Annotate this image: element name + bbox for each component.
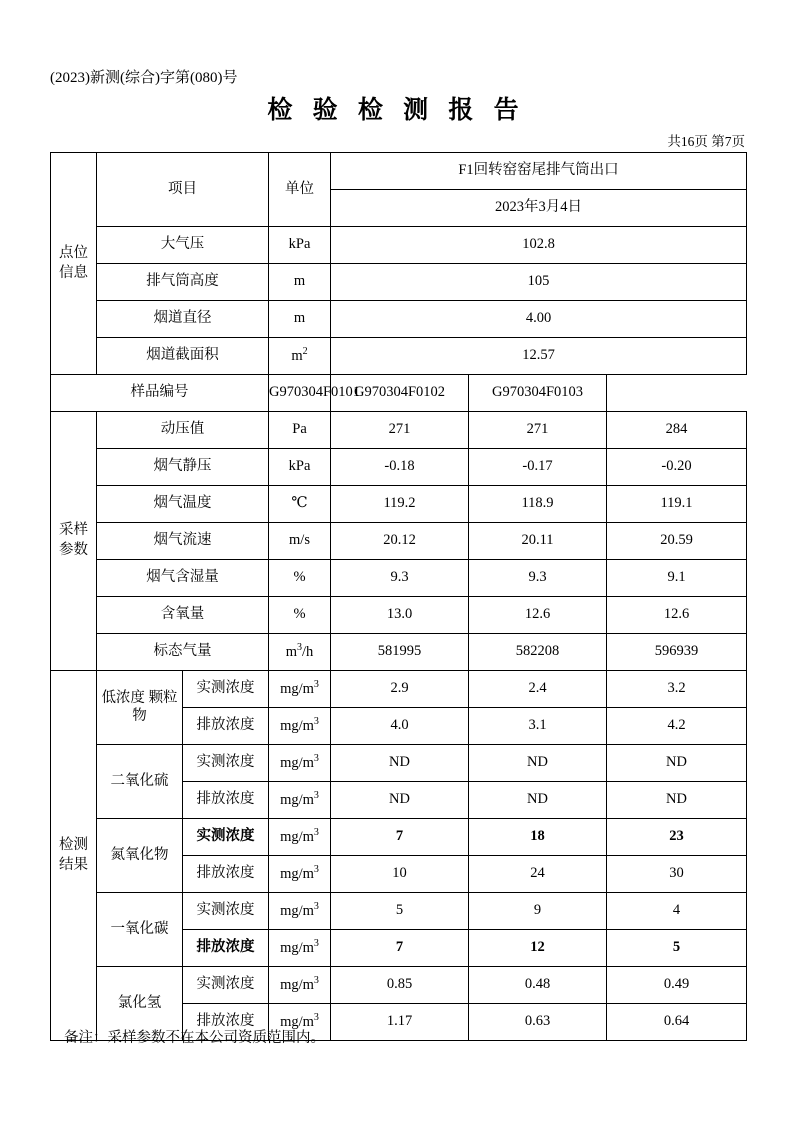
pollutant-name-line: 颗粒物 xyxy=(132,690,178,724)
row-value: 1.17 xyxy=(331,1004,469,1041)
row-label: 动压值 xyxy=(97,412,269,449)
row-unit xyxy=(269,671,331,708)
column-header-date: 2023年3月4日 xyxy=(331,190,747,227)
table-row xyxy=(51,338,747,375)
row-value: 10 xyxy=(331,856,469,893)
row-value: -0.18 xyxy=(331,449,469,486)
row-value: 12.6 xyxy=(607,597,747,634)
table-row xyxy=(51,634,747,671)
row-unit xyxy=(269,893,331,930)
row-value: 2.9 xyxy=(331,671,469,708)
unit-base: m xyxy=(291,348,303,365)
row-value: 118.9 xyxy=(469,486,607,523)
table-row xyxy=(51,597,747,634)
unit-superscript: 3 xyxy=(313,716,319,728)
row-value: 12.57 xyxy=(331,338,747,375)
measure-type: 实测浓度 xyxy=(183,893,269,930)
row-value: 102.8 xyxy=(331,227,747,264)
row-unit xyxy=(269,856,331,893)
pollutant-name: 氮氧化物 xyxy=(97,819,183,893)
pollutant-name: 一氧化碳 xyxy=(97,893,183,967)
row-value: 13.0 xyxy=(331,597,469,634)
row-unit xyxy=(269,708,331,745)
pollutant-name: 二氧化硫 xyxy=(97,745,183,819)
unit-base: mg/m xyxy=(280,866,314,883)
row-unit xyxy=(269,782,331,819)
table-row xyxy=(51,967,747,1004)
table-row-header-1 xyxy=(51,153,747,190)
row-value: 271 xyxy=(331,412,469,449)
unit-superscript: 3 xyxy=(313,975,319,987)
row-value: 0.49 xyxy=(607,967,747,1004)
measure-type: 排放浓度 xyxy=(183,708,269,745)
row-value: 12 xyxy=(469,930,607,967)
row-label: 烟气温度 xyxy=(97,486,269,523)
table-row xyxy=(51,893,747,930)
page-number-info: 共16页 第7页 xyxy=(667,134,745,149)
row-value: 18 xyxy=(469,819,607,856)
row-value: 0.85 xyxy=(331,967,469,1004)
table-row xyxy=(51,560,747,597)
sample-no-1: G970304F0101 xyxy=(269,375,331,412)
measure-type: 排放浓度 xyxy=(183,856,269,893)
unit-superscript: 3 xyxy=(313,938,319,950)
section-label-results xyxy=(51,671,97,1041)
unit-base: mg/m xyxy=(280,1014,314,1031)
row-value: 4.00 xyxy=(331,301,747,338)
table-row xyxy=(51,819,747,856)
row-unit xyxy=(269,819,331,856)
section-label-line: 采样 xyxy=(59,522,88,539)
row-unit xyxy=(269,745,331,782)
row-value: 105 xyxy=(331,264,747,301)
unit-superscript: 3 xyxy=(313,1012,319,1024)
section-label-line: 检测 xyxy=(59,836,88,853)
measure-type: 实测浓度 xyxy=(183,967,269,1004)
table-row xyxy=(51,449,747,486)
row-value: -0.17 xyxy=(469,449,607,486)
sample-no-2: G970304F0102 xyxy=(331,375,469,412)
row-label: 烟道截面积 xyxy=(97,338,269,375)
unit-superscript: 3 xyxy=(297,642,302,654)
row-value: ND xyxy=(607,745,747,782)
measure-type: 排放浓度 xyxy=(183,930,269,967)
row-value: 20.59 xyxy=(607,523,747,560)
row-value: 3.2 xyxy=(607,671,747,708)
row-value: 2.4 xyxy=(469,671,607,708)
section-label-sampling xyxy=(51,412,97,671)
row-value: 9.3 xyxy=(331,560,469,597)
row-value: 24 xyxy=(469,856,607,893)
row-label: 烟气含湿量 xyxy=(97,560,269,597)
unit-base: m xyxy=(285,644,297,661)
row-label: 排气筒高度 xyxy=(97,264,269,301)
section-label-line: 结果 xyxy=(59,856,88,873)
row-value: 9 xyxy=(469,893,607,930)
unit-tail: /h xyxy=(302,644,314,661)
row-value: 23 xyxy=(607,819,747,856)
row-value: ND xyxy=(331,745,469,782)
row-label: 含氧量 xyxy=(97,597,269,634)
row-value: ND xyxy=(607,782,747,819)
row-value: 7 xyxy=(331,930,469,967)
measure-type: 实测浓度 xyxy=(183,819,269,856)
row-value: 596939 xyxy=(607,634,747,671)
measurement-table xyxy=(50,152,747,1041)
row-value: 9.1 xyxy=(607,560,747,597)
table-row xyxy=(51,264,747,301)
unit-base: mg/m xyxy=(280,940,314,957)
table-row xyxy=(51,745,747,782)
column-header-outlet: F1回转窑窑尾排气筒出口 xyxy=(331,153,747,190)
unit-base: mg/m xyxy=(280,829,314,846)
row-value: 5 xyxy=(331,893,469,930)
sample-no-3: G970304F0103 xyxy=(469,375,607,412)
row-value: 0.48 xyxy=(469,967,607,1004)
unit-base: mg/m xyxy=(280,718,314,735)
page-title: 检 验 检 测 报 告 xyxy=(267,97,526,124)
pollutant-name: 氯化氢 xyxy=(97,967,183,1041)
unit-superscript: 3 xyxy=(313,901,319,913)
row-value: 0.64 xyxy=(607,1004,747,1041)
row-label: 标态气量 xyxy=(97,634,269,671)
row-value: 20.11 xyxy=(469,523,607,560)
row-value: 12.6 xyxy=(469,597,607,634)
row-value: -0.20 xyxy=(607,449,747,486)
row-label: 大气压 xyxy=(97,227,269,264)
row-value: ND xyxy=(469,782,607,819)
section-label-line: 信息 xyxy=(59,264,88,281)
measure-type: 排放浓度 xyxy=(183,1004,269,1041)
table-row xyxy=(51,671,747,708)
row-unit: m xyxy=(269,264,331,301)
row-value: 4 xyxy=(607,893,747,930)
row-value: 582208 xyxy=(469,634,607,671)
row-value: 0.63 xyxy=(469,1004,607,1041)
row-unit: m/s xyxy=(269,523,331,560)
section-label-line: 参数 xyxy=(59,542,88,558)
measure-type: 排放浓度 xyxy=(183,782,269,819)
table-body xyxy=(51,153,747,1041)
measure-type: 实测浓度 xyxy=(183,745,269,782)
table-row xyxy=(51,486,747,523)
row-unit: kPa xyxy=(269,227,331,264)
row-value: ND xyxy=(331,782,469,819)
row-value: 7 xyxy=(331,819,469,856)
row-label: 烟道直径 xyxy=(97,301,269,338)
section-label-point-info xyxy=(51,153,97,375)
unit-superscript: 3 xyxy=(313,864,319,876)
footer-note: 备注：采样参数不在本公司资质范围内。 xyxy=(64,1030,325,1046)
row-value: 3.1 xyxy=(469,708,607,745)
row-value: 271 xyxy=(469,412,607,449)
pollutant-name-line: 低浓度 xyxy=(101,690,145,707)
unit-superscript: 3 xyxy=(313,753,319,765)
unit-base: mg/m xyxy=(280,681,314,698)
row-unit: % xyxy=(269,560,331,597)
row-value: 9.3 xyxy=(469,560,607,597)
row-unit: m xyxy=(269,301,331,338)
document-number: (2023)新测(综合)字第(080)号 xyxy=(50,70,238,86)
row-unit: ℃ xyxy=(269,486,331,523)
row-label-sample-no: 样品编号 xyxy=(51,375,269,412)
row-value: 581995 xyxy=(331,634,469,671)
row-value: 5 xyxy=(607,930,747,967)
row-label: 烟气流速 xyxy=(97,523,269,560)
table-row-sample-numbers xyxy=(51,375,747,412)
table-row xyxy=(51,301,747,338)
row-unit xyxy=(269,634,331,671)
unit-superscript: 3 xyxy=(313,790,319,802)
row-value: 4.0 xyxy=(331,708,469,745)
row-unit xyxy=(269,967,331,1004)
row-label: 烟气静压 xyxy=(97,449,269,486)
unit-superscript: 2 xyxy=(302,346,308,358)
unit-base: mg/m xyxy=(280,977,314,994)
row-unit: kPa xyxy=(269,449,331,486)
row-value: 30 xyxy=(607,856,747,893)
unit-superscript: 3 xyxy=(313,679,319,691)
row-value: 119.2 xyxy=(331,486,469,523)
unit-base: mg/m xyxy=(280,903,314,920)
table-row xyxy=(51,523,747,560)
row-unit: % xyxy=(269,597,331,634)
measure-type: 实测浓度 xyxy=(183,671,269,708)
unit-base: mg/m xyxy=(280,792,314,809)
column-header-unit: 单位 xyxy=(269,153,331,227)
row-value: 119.1 xyxy=(607,486,747,523)
unit-superscript: 3 xyxy=(313,827,319,839)
pollutant-name xyxy=(97,671,183,745)
row-unit: Pa xyxy=(269,412,331,449)
section-label-line: 点位 xyxy=(59,244,88,261)
row-value: ND xyxy=(469,745,607,782)
row-unit xyxy=(269,338,331,375)
row-value: 4.2 xyxy=(607,708,747,745)
unit-base: mg/m xyxy=(280,755,314,772)
row-value: 20.12 xyxy=(331,523,469,560)
row-unit xyxy=(269,930,331,967)
table-row xyxy=(51,412,747,449)
column-header-item: 项目 xyxy=(97,153,269,227)
row-value: 284 xyxy=(607,412,747,449)
table-row xyxy=(51,227,747,264)
